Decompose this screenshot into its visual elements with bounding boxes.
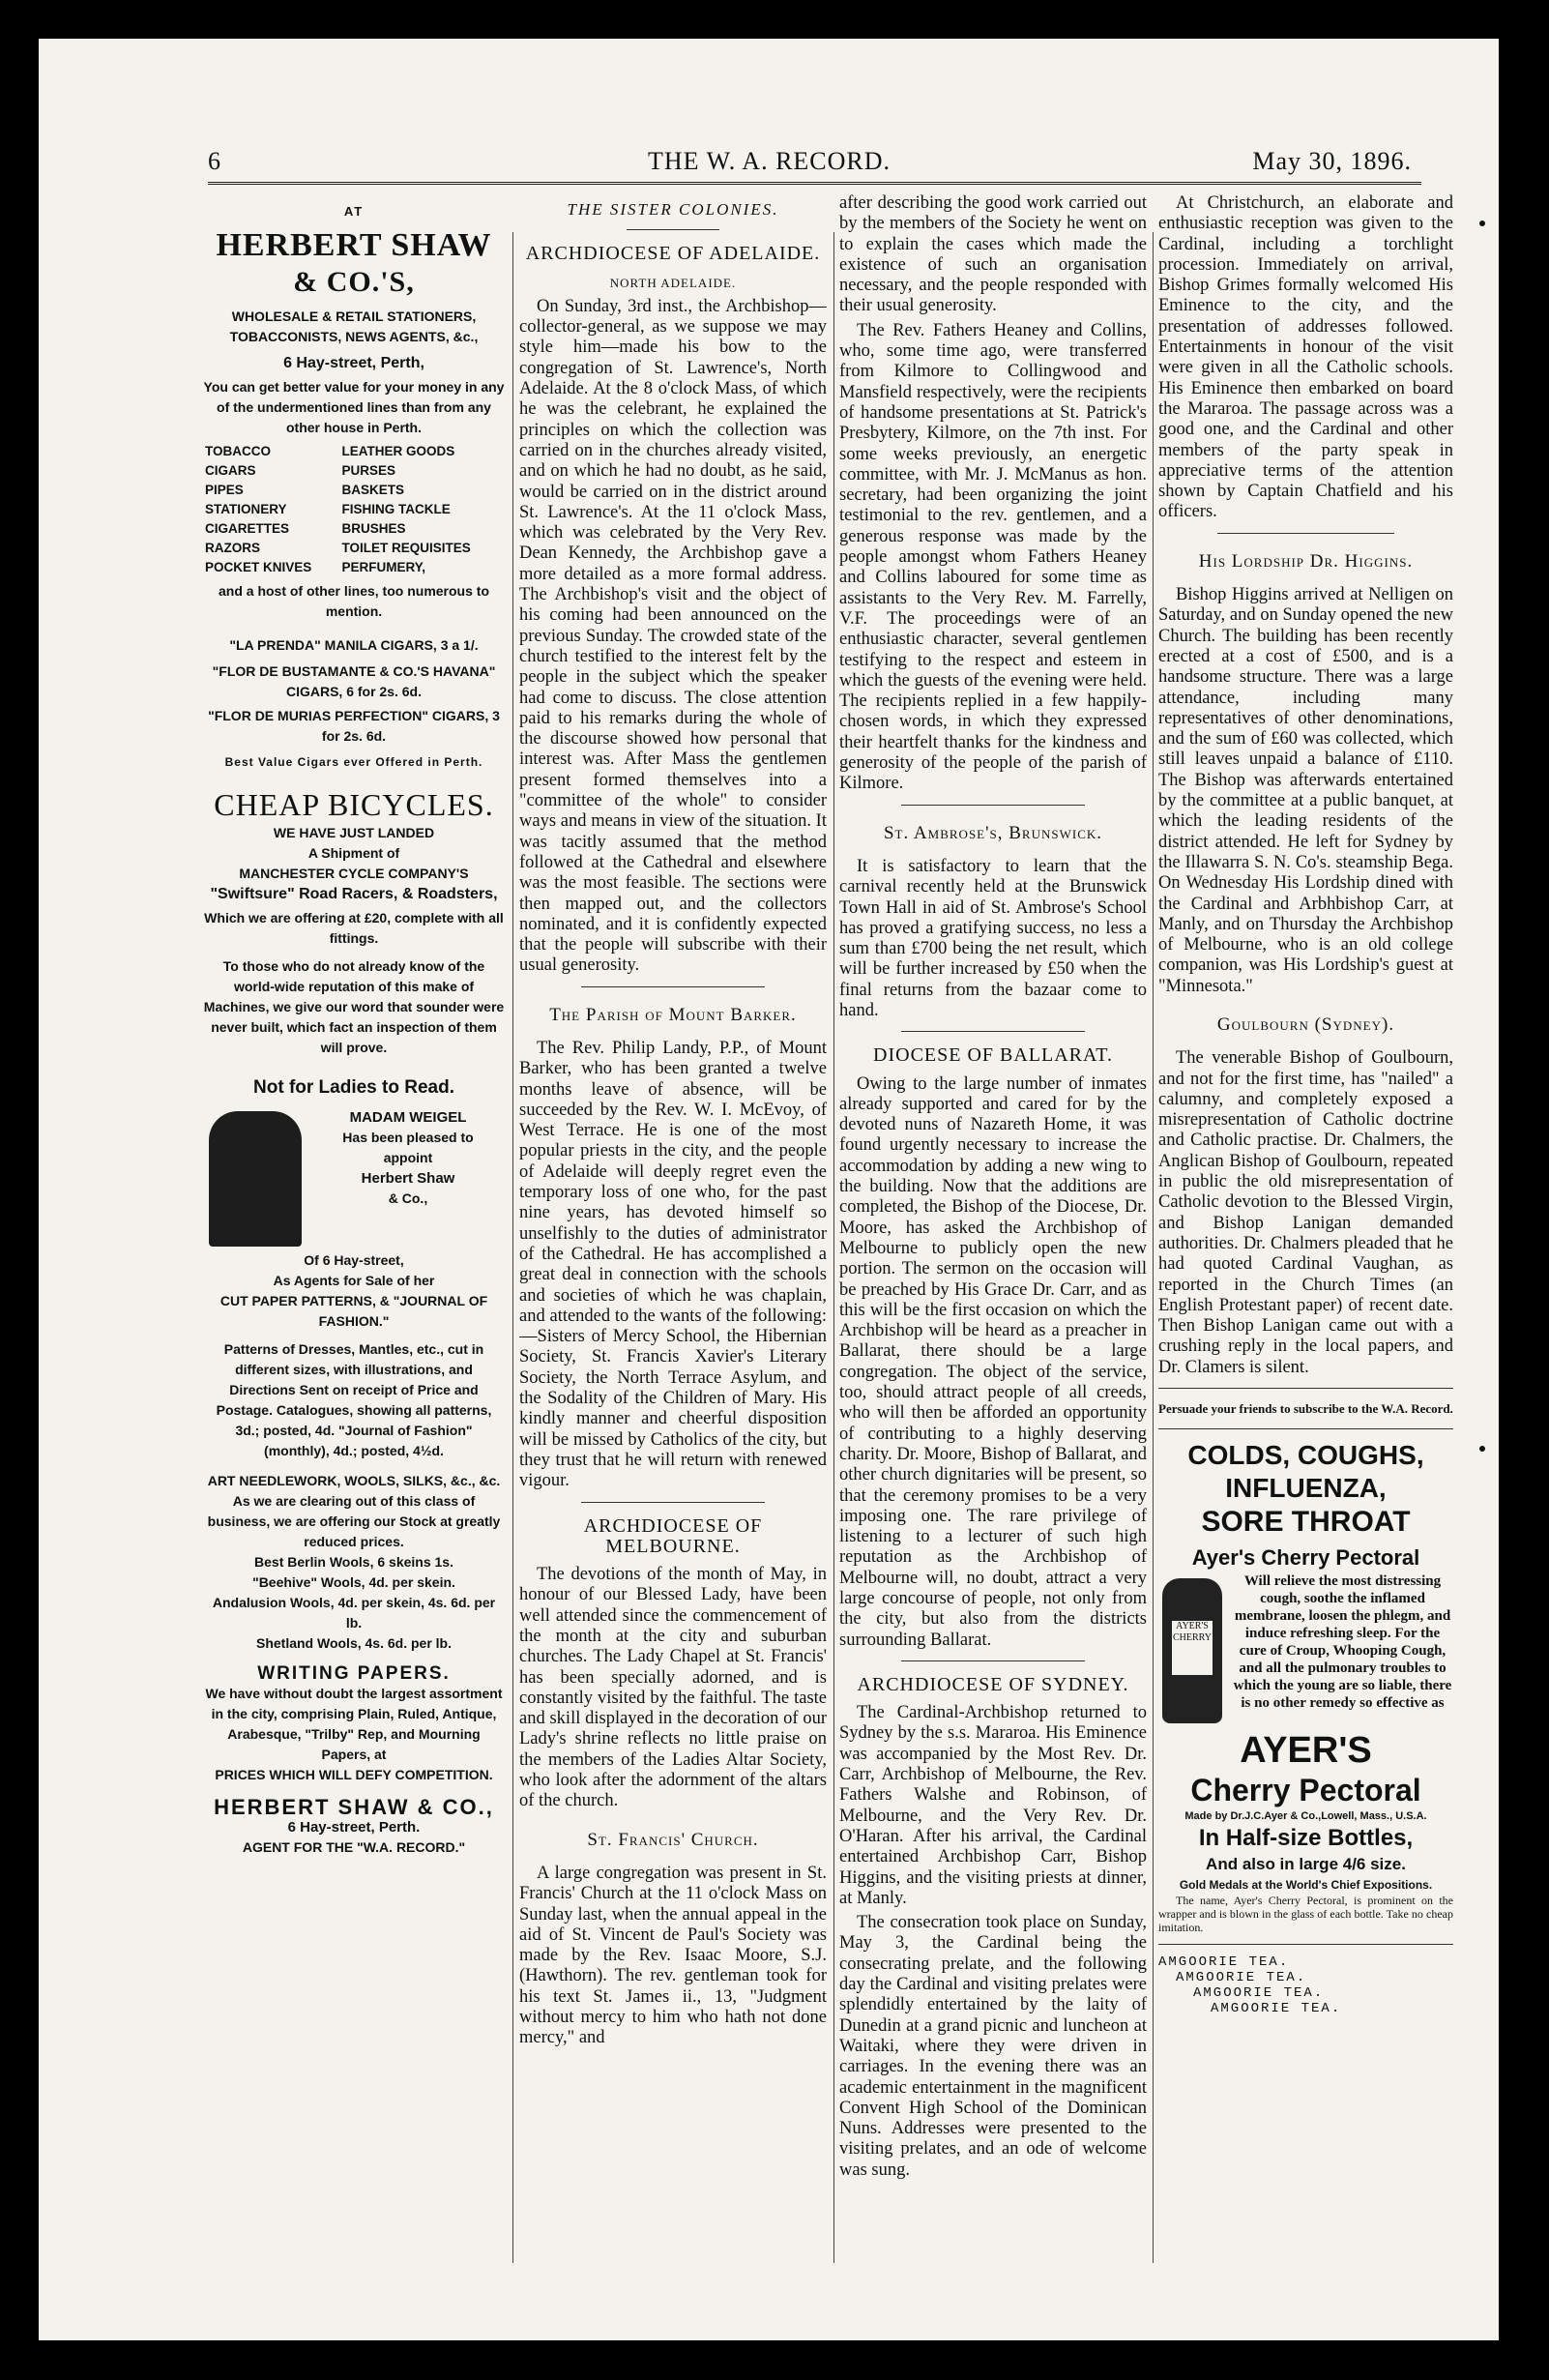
ad-agents: As Agents for Sale of her xyxy=(273,1273,435,1288)
ad-cigar-tail: Best Value Cigars ever Offered in Perth. xyxy=(224,755,483,769)
ayers-influenza: INFLUENZA, xyxy=(1225,1473,1387,1504)
ad-swiftsure: "Swiftsure" Road Racers, & Roadsters, xyxy=(210,886,498,902)
goods-table xyxy=(203,442,505,577)
masthead-title: THE W. A. RECORD. xyxy=(648,147,891,175)
ad-address: 6 Hay-street, Perth, xyxy=(283,355,424,371)
ad-offering: Which we are offering at £20, complete with all fittings. xyxy=(204,910,504,946)
lady-illustration xyxy=(209,1111,302,1247)
ad-goods-tail: and a host of other lines, too numerous to mention. xyxy=(218,583,489,619)
article-subheading: Goulbourn (Sydney). xyxy=(1216,1014,1395,1035)
ad-pleased: Has been pleased to xyxy=(342,1130,474,1145)
ayers-note: The name, Ayer's Cherry Pectoral, is prominent on the wrapper and is blown in the glass of each bottle. Take no cheap imitation. xyxy=(1158,1894,1453,1935)
ad-firm-name: HERBERT SHAW xyxy=(216,227,492,263)
ad-appoint: appoint xyxy=(383,1150,433,1165)
goods-cell: TOILET REQUISITES xyxy=(341,541,471,555)
tea-line: AMGOORIE TEA. xyxy=(1193,1985,1325,2002)
ad-signature-address: 6 Hay-street, Perth. xyxy=(287,1819,421,1836)
ad-writing-title: WRITING PAPERS. xyxy=(257,1663,451,1684)
divider xyxy=(901,1660,1086,1661)
bottle-illustration: AYER'S CHERRY xyxy=(1162,1578,1222,1723)
article-paragraph: At Christchurch, an elaborate and enthusiastic reception was given to the Cardinal, including a torchlight procession. Immediately on arrival, Bishop Grimes formally welcomed His Eminence to the city, and the presentation of addresses followed. Entertainments in honour of the visit were given in all the Catholic schools. His Eminence then embarked on board the Mararoa. The passage across was a good one, and the Cardinal and other members of the party speak in appreciative terms of the attention shown by Captain Chatfield and his officers. xyxy=(1158,193,1453,522)
ad-cigar: "FLOR DE BUSTAMANTE & CO.'S HAVANA" CIGARS, 6 for 2s. 6d. xyxy=(212,663,496,699)
ayers-relieve: Will relieve the most distressing cough, soothe the inflamed membrane, loosen the phlegm, and induce refreshing sleep. For the cure of Croup, Whooping Cough, and all the pulmonary troubles to which the young are so liable, there is no other remedy so effective as xyxy=(1233,1573,1452,1712)
article-paragraph: The venerable Bishop of Goulbourn, and not for the first time, has "nailed" a calumny, and completely exposed a misrepresentation of Catholic doctrine and Catholic practise. Dr. Chalmers, the Anglican Bishop of Goulbourn, repeated in public the old misrepresentation of Catholic devotion to the Blessed Virgin, and Bishop Lanigan demanded authorities. Dr. Chalmers pleaded that he had quoted Cardinal Vaughan, as reported in the Church Times (an English Protestant paper) of recent date. Then Bishop Lanigan came out with a crushing reply in the local papers, and Dr. Clamers is silent. xyxy=(1158,1048,1453,1377)
goods-row xyxy=(203,461,505,481)
ad-signature: HERBERT SHAW & CO., xyxy=(214,1795,494,1819)
tea-line: AMGOORIE TEA. xyxy=(1176,1970,1307,1986)
ayers-title: Ayer's Cherry Pectoral xyxy=(1191,1545,1420,1571)
divider xyxy=(1158,1388,1453,1389)
goods-cell: PIPES xyxy=(205,483,244,497)
ayers-half: In Half-size Bottles, xyxy=(1198,1825,1414,1852)
divider xyxy=(1217,533,1394,534)
ad-bicycles-title: CHEAP BICYCLES. xyxy=(214,787,494,822)
column-advertisements xyxy=(203,193,505,2282)
ad-cigar: "LA PRENDA" MANILA CIGARS, 3 a 1/. xyxy=(229,637,479,653)
divider xyxy=(581,986,766,987)
article-heading: ARCHDIOCESE OF ADELAIDE. xyxy=(525,243,821,265)
article-subheading: St. Francis' Church. xyxy=(587,1829,759,1850)
ad-shipment: A Shipment of xyxy=(307,845,400,861)
ad-pitch: You can get better value for your money in any of the undermentioned lines than from any other house in Perth. xyxy=(203,379,505,435)
issue-date: May 30, 1896. xyxy=(1252,147,1412,175)
article-paragraph: On Sunday, 3rd inst., the Archbishop—collector-general, as we suppose we may style him—made his bow to the congregation of St. Lawrence's, North Adelaide. At the 8 o'clock Mass, of which he was the celebrant, he explained the principles on which the collection was carried on in the churches already visited, and on which he had no doubt, as he said, would be carried on in the district around St. Lawrence's. At the 11 o'clock Mass, which was celebrated by the Very Rev. Dean Kennedy, the Archbishop gave a more detailed as a more formal address. The Archbishop's visit and the object of his coming had been announced on the previous Sunday. The crowded state of the church testified to the interest felt by the people in the subject which the speaker had come to discuss. The close attention paid to his remarks during the whole of the discourse showed how personal that interest was. After Mass the gentlemen present formed themselves into a "committee of the whole" to consider ways and means in view of the situation. It was tacitly assumed that the method followed at the Cathedral and elsewhere was the most feasible. The sections were then mapped out, and the collectors nominated, and it is confidently expected that the people will subscribe with their usual generosity. xyxy=(519,296,827,976)
divider xyxy=(627,229,718,230)
ad-landed: WE HAVE JUST LANDED xyxy=(273,825,435,840)
section-heading: THE SISTER COLONIES. xyxy=(567,200,779,219)
newspaper-page xyxy=(39,39,1499,2340)
article-subheading: His Lordship Dr. Higgins. xyxy=(1198,550,1414,572)
goods-cell: FISHING TACKLE xyxy=(341,502,451,516)
goods-cell: STATIONERY xyxy=(205,502,287,516)
goods-cell: RAZORS xyxy=(205,541,260,555)
article-paragraph: The Rev. Fathers Heaney and Collins, who, some time ago, were transferred from Kilmore to Collingwood and Mansfield respectively, were the recipients of handsome presentations at St. Patrick's Presbytery, Kilmore, on the 7th inst. For some weeks previously, an energetic committee, with Mr. J. McManus as hon. secretary, had been organizing the joint testimonial to the rev. gentlemen, and a generous response was made by the people amongst whom Fathers Heaney and Collins laboured for some time as assistants to the Very Rev. M. Farrelly, V.F. The proceedings were of an enthusiastic character, several gentlemen testifying to the respect and esteem in which the guests of the evening were held. The recipients replied in a few happily-chosen words, in which they expressed their heartfelt thanks for the kindness and generosity of the people of the parish of Kilmore. xyxy=(839,320,1147,794)
ad-wool: Best Berlin Wools, 6 skeins 1s. xyxy=(254,1554,453,1570)
ad-wool: "Beehive" Wools, 4d. per skein. xyxy=(252,1574,455,1590)
ad-ladies-title: Not for Ladies to Read. xyxy=(253,1077,454,1098)
article-paragraph: The consecration took place on Sunday, May 3, the Cardinal being the consecrating prelate, and the following day the Cardinal and visiting prelates were splendidly entertained by the laity of Dunedin at a grand picnic and luncheon at Waitaki, where they were driven in carriages. In the evening there was an academic entertainment in the magnificent Convent High School of the Dominican Nuns. Addresses were presented to the visiting prelates, and an ode of welcome was sung. xyxy=(839,1913,1147,2180)
ad-co: & Co., xyxy=(388,1190,428,1206)
ad-reputation: To those who do not already know of the world-wide reputation of this make of Machines, we give our word that sounder were never built, which fact an inspection of them will prove. xyxy=(203,958,505,1055)
article-paragraph: Bishop Higgins arrived at Nelligen on Saturday, and on Sunday opened the new Church. The building has been recently erected at a cost of £500, and is a handsome structure. There was a large attendance, including many representatives of other denominations, and the sum of £60 was collected, which still leaves unpaid a balance of £110. The Bishop was afterwards entertained by the committee at a public banquet, at which the leading residents of the district attended. He left for Sydney by the Illawarra S. N. Co's. steamship Bega. On Wednesday His Lordship dined with the Cardinal and Arbhbishop Carr, at Manly, and on Thursday the Archbishop of Melbourne, who is an old college companion, was His Lordship's guest at "Minnesota." xyxy=(1158,585,1453,996)
ad-wool: Andalusion Wools, 4d. per skein, 4s. 6d. per lb. xyxy=(212,1595,496,1631)
ad-patterns: CUT PAPER PATTERNS, & "JOURNAL OF FASHION." xyxy=(219,1293,488,1329)
ad-writing-body: We have without doubt the largest assortment in the city, comprising Plain, Ruled, Antique, Arabesque, "Trilby" Rep, and Mourning Papers, at xyxy=(205,1686,503,1762)
article-heading: ARCHDIOCESE OF MELBOURNE. xyxy=(583,1514,763,1557)
article-paragraph: A large congregation was present in St. Francis' Church at the 11 o'clock Mass on Sunday last, when the annual appeal in the aid of St. Vincent de Paul's Society was made by the Rev. Isaac Moore, S.J. (Hawthorn). The rev. gentleman took for his text St. James ii., 13, "Judgment without mercy to him who hath not done mercy," and xyxy=(519,1863,827,2048)
article-paragraph: The devotions of the month of May, in honour of our Blessed Lady, have been well attended since the commencement of the month at the city and suburban churches. The Lady Chapel at St. Francis' has been specially adorned, and is constantly visited by the faithful. The taste and skill displayed in the decoration of our Lady's shrine reflects no little praise on the members of the Ladies Altar Society, who look after the adornment of the altars of the church. xyxy=(519,1565,827,1811)
goods-row xyxy=(203,500,505,519)
ayers-sore: SORE THROAT xyxy=(1201,1506,1411,1539)
article-paragraph: after describing the good work carried out by the members of the Society he went on to explain the cases which made the existence of such an organisation necessary, and the people responded with their usual generosity. xyxy=(839,193,1147,316)
divider xyxy=(1158,1428,1453,1429)
ayers-medals: Gold Medals at the World's Chief Expositions. xyxy=(1179,1878,1433,1893)
ad-weigel-block xyxy=(203,1107,505,1250)
page-number: 6 xyxy=(208,147,221,175)
ad-agent: AGENT FOR THE "W.A. RECORD." xyxy=(242,1839,466,1855)
goods-cell: LEATHER GOODS xyxy=(341,444,455,458)
column-rule xyxy=(833,232,834,2263)
ad-madam: MADAM WEIGEL xyxy=(349,1109,467,1126)
ad-art: ART NEEDLEWORK, WOOLS, SILKS, &c., &c. xyxy=(207,1473,501,1488)
subscribe-note: Persuade your friends to subscribe to the W.A. Record. xyxy=(1158,1401,1453,1417)
goods-row xyxy=(203,519,505,539)
ad-manchester: MANCHESTER CYCLE COMPANY'S xyxy=(239,866,469,881)
ad-trade-line: WHOLESALE & RETAIL STATIONERS, xyxy=(231,309,477,324)
goods-cell: BRUSHES xyxy=(341,521,406,536)
ayers-cherry: Cherry Pectoral xyxy=(1190,1773,1421,1808)
divider xyxy=(901,1031,1086,1032)
article-paragraph: The Cardinal-Archbishop returned to Sydney by the s.s. Mararoa. His Eminence was accompanied by the Most Rev. Dr. Carr, Archbishop of Melbourne, the Rev. Fathers Walshe and Robinson, of Melbourne, and the Very Rev. Dr. O'Haran. After his arrival, the Cardinal entertained Archbishop Carr, Bishop Higgins, and the visiting priests at dinner, at Manly. xyxy=(839,1703,1147,1908)
margin-mark xyxy=(1479,1446,1485,1452)
ayers-body xyxy=(1158,1572,1453,1723)
goods-row xyxy=(203,442,505,461)
tea-ad xyxy=(1158,1954,1453,2016)
goods-cell: POCKET KNIVES xyxy=(205,560,312,574)
article-paragraph: The Rev. Philip Landy, P.P., of Mount Barker, who has been granted a twelve months leave of absence, will be succeeded by the Rev. W. I. McEvoy, of West Terrace. He is one of the most popular priests in the city, and the people of Adelaide will deeply regret even the temporary loss of one who, for the past nine years, has devoted himself so unselfishly to the duties of administrator of the Cathedral. He has accomplished a great deal in connection with the schools and societies of which he was chaplain, and attended to the wants of the following:—Sisters of Mercy School, the Hibernian Society, St. Francis Xavier's Literary Society, the North Terrace Asylum, and the Sodality of the Children of Mary. His kindly manner and cheerful disposition will be missed by Catholics of the city, but they trust that he will return with renewed vigour. xyxy=(519,1038,827,1491)
goods-row xyxy=(203,481,505,500)
goods-row xyxy=(203,539,505,558)
divider xyxy=(901,805,1086,806)
article-subheading: St. Ambrose's, Brunswick. xyxy=(883,822,1103,843)
ad-hs: Herbert Shaw xyxy=(361,1170,455,1187)
article-heading: DIOCESE OF BALLARAT. xyxy=(873,1044,1113,1067)
ad-firm-name-2: & CO.'S, xyxy=(293,266,415,298)
ad-prices: PRICES WHICH WILL DEFY COMPETITION. xyxy=(215,1767,493,1782)
goods-cell: CIGARETTES xyxy=(205,521,290,536)
goods-cell: PURSES xyxy=(341,463,396,478)
column-4 xyxy=(1158,193,1453,2282)
goods-cell: BASKETS xyxy=(341,483,405,497)
article-paragraph: Owing to the large number of inmates already supported and cared for by the devoted nuns of Nazareth Home, it was found urgently necessary to increase the accommodation by adding a new wing to the building. Now that the additions are completed, the Bishop of the Diocese, Dr. Moore, has asked the Archbishop of Melbourne to publicly open the new portion. The sermon on the occasion will be preached by His Grace Dr. Carr, and as this will be the first occasion on which the Archbishop will be heard as a preacher in Ballarat, there should be a large congregation. The object of the service, too, should attract people of all creeds, who will then be afforded an opportunity of contributing to a highly deserving charity. Dr. Moore, Bishop of Ballarat, and other church dignitaries will be present, so that the ceremony promises to be a very imposing one. The rare privilege of listening to a lecturer of such high reputation as the Archbishop of Melbourne will, no doubt, attract a very large concourse of people, not only from the city, but also from the districts surrounding Ballarat. xyxy=(839,1073,1147,1650)
column-2 xyxy=(519,193,827,2282)
ad-wool: Shetland Wools, 4s. 6d. per lb. xyxy=(255,1635,452,1651)
article-paragraph: It is satisfactory to learn that the carnival recently held at the Brunswick Town Hall in aid of St. Ambrose's School has proved a gratifying success, no less a sum than £700 being the net result, which will be further increased by £50 when the final returns from the bazaar come to hand. xyxy=(839,856,1147,1020)
article-heading: ARCHDIOCESE OF SYDNEY. xyxy=(857,1673,1129,1695)
page-header xyxy=(208,143,1421,185)
ayers-colds: COLDS, COUGHS, xyxy=(1187,1440,1424,1471)
article-subheading: The Parish of Mount Barker. xyxy=(549,1004,797,1025)
ad-cigar: "FLOR DE MURIAS PERFECTION" CIGARS, 3 for 2s. 6d. xyxy=(208,708,500,744)
ayers-made: Made by Dr.J.C.Ayer & Co.,Lowell, Mass., U.S.A. xyxy=(1184,1810,1427,1823)
goods-cell: CIGARS xyxy=(205,463,256,478)
ad-at: AT xyxy=(343,204,365,219)
ad-trade-line: TOBACCONISTS, NEWS AGENTS, &c., xyxy=(229,329,479,344)
ayers-big: AYER'S xyxy=(1240,1730,1372,1772)
divider xyxy=(581,1502,766,1503)
goods-row xyxy=(203,558,505,577)
goods-cell: TOBACCO xyxy=(205,444,272,458)
ad-dresses: Patterns of Dresses, Mantles, etc., cut in different sizes, with illustrations, and Directions Sent on receipt of Price and Postage. Catalogues, showing all patterns, 3d.; posted, 4d. "Journal of Fashion" (monthly), 4d.; posted, 4½d. xyxy=(216,1341,492,1458)
ayers-large: And also in large 4/6 size. xyxy=(1206,1855,1406,1874)
article-subheading: NORTH ADELAIDE. xyxy=(609,275,737,290)
column-rule xyxy=(1153,232,1154,2263)
ad-of6: Of 6 Hay-street, xyxy=(304,1252,404,1268)
divider xyxy=(1158,1944,1453,1945)
ad-clearing: As we are clearing out of this class of business, we are offering our Stock at greatly reduced prices. xyxy=(207,1493,501,1549)
margin-mark xyxy=(1479,220,1485,226)
goods-cell: PERFUMERY, xyxy=(341,560,426,574)
column-rule xyxy=(512,232,513,2263)
tea-line: AMGOORIE TEA. xyxy=(1158,1954,1290,1971)
tea-line: AMGOORIE TEA. xyxy=(1211,2001,1342,2017)
column-3 xyxy=(839,193,1147,2282)
